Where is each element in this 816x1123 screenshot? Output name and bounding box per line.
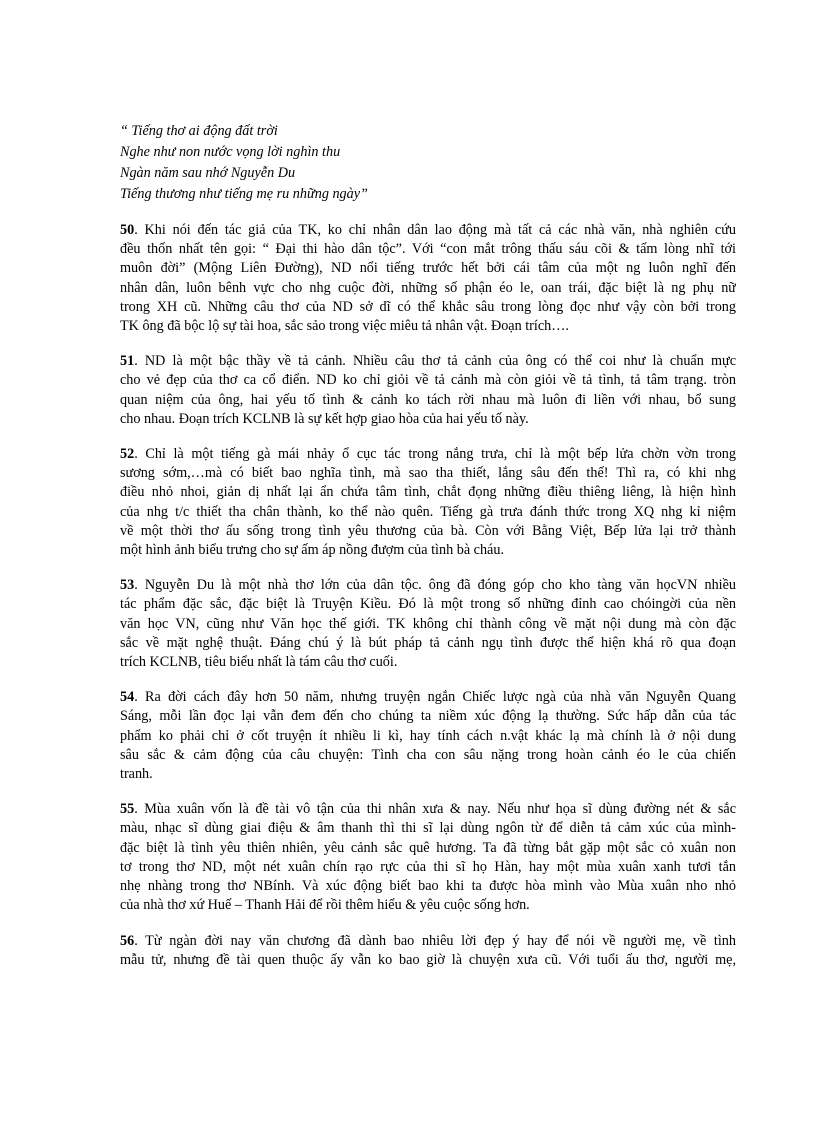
poem-line: Ngàn năm sau nhớ Nguyễn Du <box>120 165 296 181</box>
paragraph-line <box>120 483 736 502</box>
paragraph-text: một hình ảnh biểu trưng cho sự ấm áp nồng đượm của tình bà cháu. <box>120 542 504 559</box>
paragraph-line <box>120 932 736 951</box>
poem-line: “ Tiếng thơ ai động đất trời <box>120 123 278 139</box>
paragraph-text: tác phẩm đặc sắc, đặc biệt là Truyện Kiều. Đó là một trong số những đỉnh cao chóingời của nền <box>120 596 736 613</box>
paragraph-text: đều thốn nhất tên gọi: “ Đại thi hào dân tộc”. Với “con mắt trông thấu sáu cõi & tấm lòng nhĩ tới <box>120 241 736 258</box>
paragraph-line <box>120 688 736 707</box>
paragraph-number: 55 <box>120 801 135 818</box>
paragraph-number: 51 <box>120 353 135 370</box>
paragraph-line <box>120 298 736 317</box>
paragraph-text: điều nhỏ nhoi, giản dị nhất lại ẩn chứa tâm tình, chắt đọng những điều thiêng liêng, là hiện hình <box>120 484 736 501</box>
paragraph-text: cho nhau. Đoạn trích KCLNB là sự kết hợp giao hòa của hai yếu tố này. <box>120 410 529 427</box>
paragraph-line <box>120 877 736 896</box>
paragraph-line <box>120 522 736 541</box>
paragraph-line <box>120 653 736 672</box>
paragraph-55 <box>120 800 736 915</box>
paragraph-line <box>120 317 736 336</box>
document-page <box>120 121 736 986</box>
paragraph-text: TK ông đã bộc lộ sự tài hoa, sắc sảo trong việc miêu tả nhân vật. Đoạn trích…. <box>120 318 569 335</box>
paragraph-line <box>120 259 736 278</box>
poem-quote <box>120 121 736 205</box>
paragraph-text: . ND là một bậc thầy về tả cảnh. Nhiều câu thơ tả cảnh của ông có thể coi như là chuẩn mực <box>134 353 736 370</box>
paragraph-line <box>120 800 736 819</box>
paragraph-line <box>120 615 736 634</box>
paragraph-51 <box>120 352 736 429</box>
paragraph-line <box>120 279 736 298</box>
paragraph-text: sâu sắc & cảm động của câu chuyện: Tình cha con sâu nặng trong hoàn cảnh éo le của chiến <box>120 746 736 763</box>
paragraph-line <box>120 634 736 653</box>
paragraph-line <box>120 503 736 522</box>
paragraph-53 <box>120 576 736 672</box>
paragraph-text: văn học VN, cũng như Văn học thế giới. TK không chỉ thành công về mặt nội dung mà còn đặc <box>120 615 736 632</box>
paragraph-text: phẩm ko phải chỉ ở cốt truyện ít nhiều li kì, hay tính cách n.vật khác lạ mà chính là ở nội dung <box>120 727 736 744</box>
paragraph-text: . Mùa xuân vốn là đề tài vô tận của thi nhân xưa & nay. Nếu như họa sĩ dùng đường nét & sắc <box>134 801 736 818</box>
paragraph-text: . Ra đời cách đây hơn 50 năm, nhưng truyện ngắn Chiếc lược ngà của nhà văn Nguyễn Quang <box>134 689 736 706</box>
paragraph-text: muôn đời” (Mộng Liên Đường), ND nổi tiếng trước hết bởi cái tâm của một ng luôn nghĩ đến <box>120 260 736 277</box>
paragraph-text: . Từ ngàn đời nay văn chương đã dành bao nhiêu lời đẹp ý hay để nói về người mẹ, về tình <box>134 932 736 949</box>
paragraph-line <box>120 765 736 784</box>
paragraph-text: về một thời thơ ấu sống trong tình yêu thương của bà. Còn với Bằng Việt, Bếp lửa lại trở thành <box>120 522 736 539</box>
paragraph-text: sương sớm,…mà có biết bao nghĩa tình, mà sao tha thiết, lắng sâu đến thế! Thì ra, có khi nhg <box>120 465 736 482</box>
paragraph-number: 56 <box>120 932 135 949</box>
paragraph-line <box>120 371 736 390</box>
paragraph-text: tơ trong thơ ND, một nét xuân chín rạo rực của thi sĩ họ Hàn, hay một mùa xuân xanh tươi tắn <box>120 858 736 875</box>
paragraph-text: quan niệm của ông, hai yếu tố tình & cảnh ko tách rời nhau mà luôn đi liền với nhau, bổ sung <box>120 391 736 408</box>
paragraph-line <box>120 464 736 483</box>
paragraph-56 <box>120 932 736 970</box>
paragraph-text: . Khi nói đến tác giả của TK, ko chỉ nhân dân lao động mà tất cả các nhà văn, nhà nghiên cứu <box>134 222 736 238</box>
paragraph-text: . Nguyễn Du là một nhà thơ lớn của dân tộc. ông đã đóng góp cho kho tàng văn họcVN nhiều <box>134 577 736 594</box>
paragraph-50 <box>120 221 736 336</box>
paragraph-line <box>120 707 736 726</box>
paragraph-number: 53 <box>120 577 135 594</box>
paragraph-text: màu, nhạc sĩ dùng giai điệu & âm thanh thì thi sĩ lại dùng ngôn từ để diễn tả cảm xúc của mình- <box>120 820 736 837</box>
paragraph-line <box>120 951 736 970</box>
paragraph-text: nhân dân, luôn bênh vực cho nhg cuộc đời, những số phận éo le, oan trái, đặc biệt là ng phụ nữ <box>120 279 736 296</box>
paragraph-list <box>120 221 736 970</box>
paragraph-line <box>120 410 736 429</box>
paragraph-line <box>120 819 736 838</box>
paragraph-line <box>120 391 736 410</box>
paragraph-line <box>120 858 736 877</box>
paragraph-text: trích KCLNB, tiêu biểu nhất là tám câu thơ cuối. <box>120 654 398 671</box>
paragraph-text: mẫu tử, nhưng đề tài quen thuộc ấy vẫn ko bao giờ là chuyện xưa cũ. Với tuổi ấu thơ, người mẹ, <box>120 951 736 968</box>
paragraph-line <box>120 445 736 464</box>
paragraph-line <box>120 839 736 858</box>
paragraph-text: của nhg t/c thiết tha chân thành, ko thể nào quên. Tiếng gà trưa đánh thức trong XQ nhg kỉ niệm <box>120 503 736 520</box>
paragraph-text: tranh. <box>120 766 153 783</box>
paragraph-number: 52 <box>120 446 135 463</box>
paragraph-text: của nhà thơ xứ Huế – Thanh Hải để rồi thêm hiểu & yêu cuộc sống hơn. <box>120 897 530 914</box>
paragraph-line <box>120 576 736 595</box>
paragraph-line <box>120 240 736 259</box>
poem-line: Tiếng thương như tiếng mẹ ru những ngày” <box>120 186 368 202</box>
paragraph-line <box>120 221 736 240</box>
paragraph-text: sắc về mặt nghệ thuật. Đáng chú ý là bút pháp tả cảnh ngụ tình được thể hiện khá rõ qua đoạn <box>120 634 736 651</box>
paragraph-number: 54 <box>120 689 135 706</box>
paragraph-text: đặc biệt là tình yêu thiên nhiên, yêu cảnh sắc quê hương. Ta đã từng bắt gặp một sắc cỏ xuân non <box>120 839 736 856</box>
paragraph-line <box>120 896 736 915</box>
paragraph-line <box>120 352 736 371</box>
paragraph-text: nhẹ nhàng trong thơ NBính. Và xúc động biết bao khi ta được hòa mình vào Mùa xuân nho nhỏ <box>120 878 736 895</box>
poem-line: Nghe như non nước vọng lời nghìn thu <box>120 144 341 160</box>
paragraph-line <box>120 727 736 746</box>
paragraph-line <box>120 541 736 560</box>
paragraph-line <box>120 746 736 765</box>
paragraph-text: . Chỉ là một tiếng gà mái nhảy ổ cục tác trong nắng trưa, chỉ là một bếp lửa chờn vờn trong <box>134 446 736 463</box>
paragraph-54 <box>120 688 736 784</box>
paragraph-text: Sáng, mỗi lần đọc lại vẫn đem đến cho chúng ta niềm xúc động lạ thường. Sức hấp dẫn của tác <box>120 708 736 725</box>
paragraph-number: 50 <box>120 222 135 238</box>
paragraph-52 <box>120 445 736 560</box>
paragraph-text: trong XH cũ. Những câu thơ của ND sở dĩ có thể khắc sâu trong lòng đọc như vậy còn bởi trong <box>120 298 736 315</box>
paragraph-text: cho vẻ đẹp của thơ ca cổ điển. ND ko chỉ giỏi về tả cảnh mà còn giỏi về tả tình, tả tâm trạng. tròn <box>120 372 736 389</box>
paragraph-line <box>120 595 736 614</box>
